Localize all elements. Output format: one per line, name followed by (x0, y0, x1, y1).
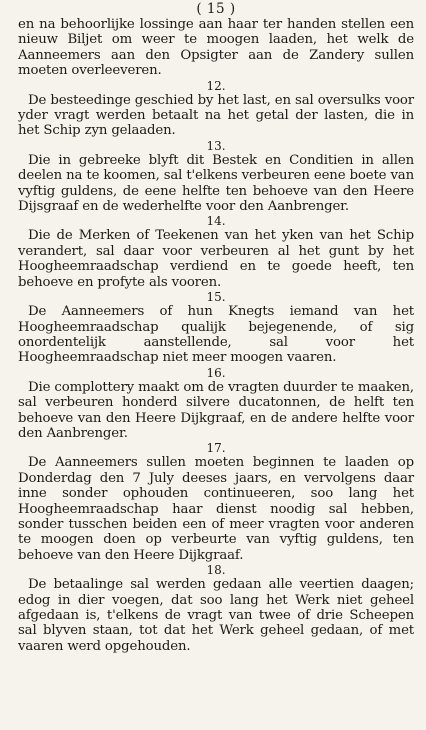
article-17-text: De Aanneemers sullen moeten beginnen te laaden op Donderdag den 7 July deeses jaars, en vervolgens daar inne sonder ophouden continueeren, soo lang het Hoogheemraadschap haar dienst noodig sal hebben, sonder tusschen beiden een of meer vragten voor anderen te moogen doen op verbeurte van vyftig guldens, ten behoeve van den Heere Dijkgraaf. (18, 455, 414, 563)
article-16-text: Die complottery maakt om de vragten duurder te maaken, sal verbeuren honderd silvere ducatonnen, de helft ten behoeve van den Heere Dijkgraaf, en de andere helfte voor den Aanbrenger. (18, 379, 414, 441)
article-continuation-text: en na behoorlijke lossinge aan haar ter handen stellen een nieuw Biljet om weer te moogen laaden, het welk de Aanneemers aan den Opsigter aan de Zandery sullen moeten overleeveren. (18, 17, 414, 79)
article-14-text: Die de Merken of Teekenen van het yken van het Schip verandert, sal daar voor verbeuren al het gunt by het Hoogheemraadschap verdiend en te goede heeft, ten behoeve en profyte als vooren. (18, 228, 414, 290)
article-12-text: De besteedinge geschied by het last, en sal oversulks voor yder vragt werden betaalt na het getal der lasten, die in het Schip zyn gelaaden. (18, 92, 414, 139)
article-number-15: 15. (206, 290, 226, 305)
article-number-14: 14. (206, 214, 226, 229)
article-18-text: De betaalinge sal werden gedaan alle veertien daagen; edog in dier voegen, dat soo lang het Werk niet geheel afgedaan is, t'elkens de vragt van twee of drie Scheepen sal blyven staan, tot dat het Werk geheel gedaan, of met vaaren werd opgehouden. (18, 577, 414, 654)
article-number-17: 17. (206, 441, 226, 456)
article-number-12: 12. (206, 78, 226, 93)
page-number: ( 15 ) (196, 1, 236, 17)
article-number-16: 16. (206, 365, 226, 380)
article-number-18: 18. (206, 563, 226, 578)
article-15-text: De Aanneemers of hun Knegts iemand van het Hoogheemraadschap qualijk bejegenende, of sig onordentelijk aanstellende, sal voor het Hoogheemraadschap niet meer moogen vaaren. (18, 304, 414, 366)
article-13-text: Die in gebreeke blyft dit Bestek en Conditien in allen deelen na te koomen, sal t'elkens verbeuren eene boete van vyftig guldens, de eene helfte ten behoeve van den Heere Dijsgraaf en de wederhelfte voor den Aanbrenger. (18, 152, 414, 215)
article-number-13: 13. (206, 138, 226, 153)
